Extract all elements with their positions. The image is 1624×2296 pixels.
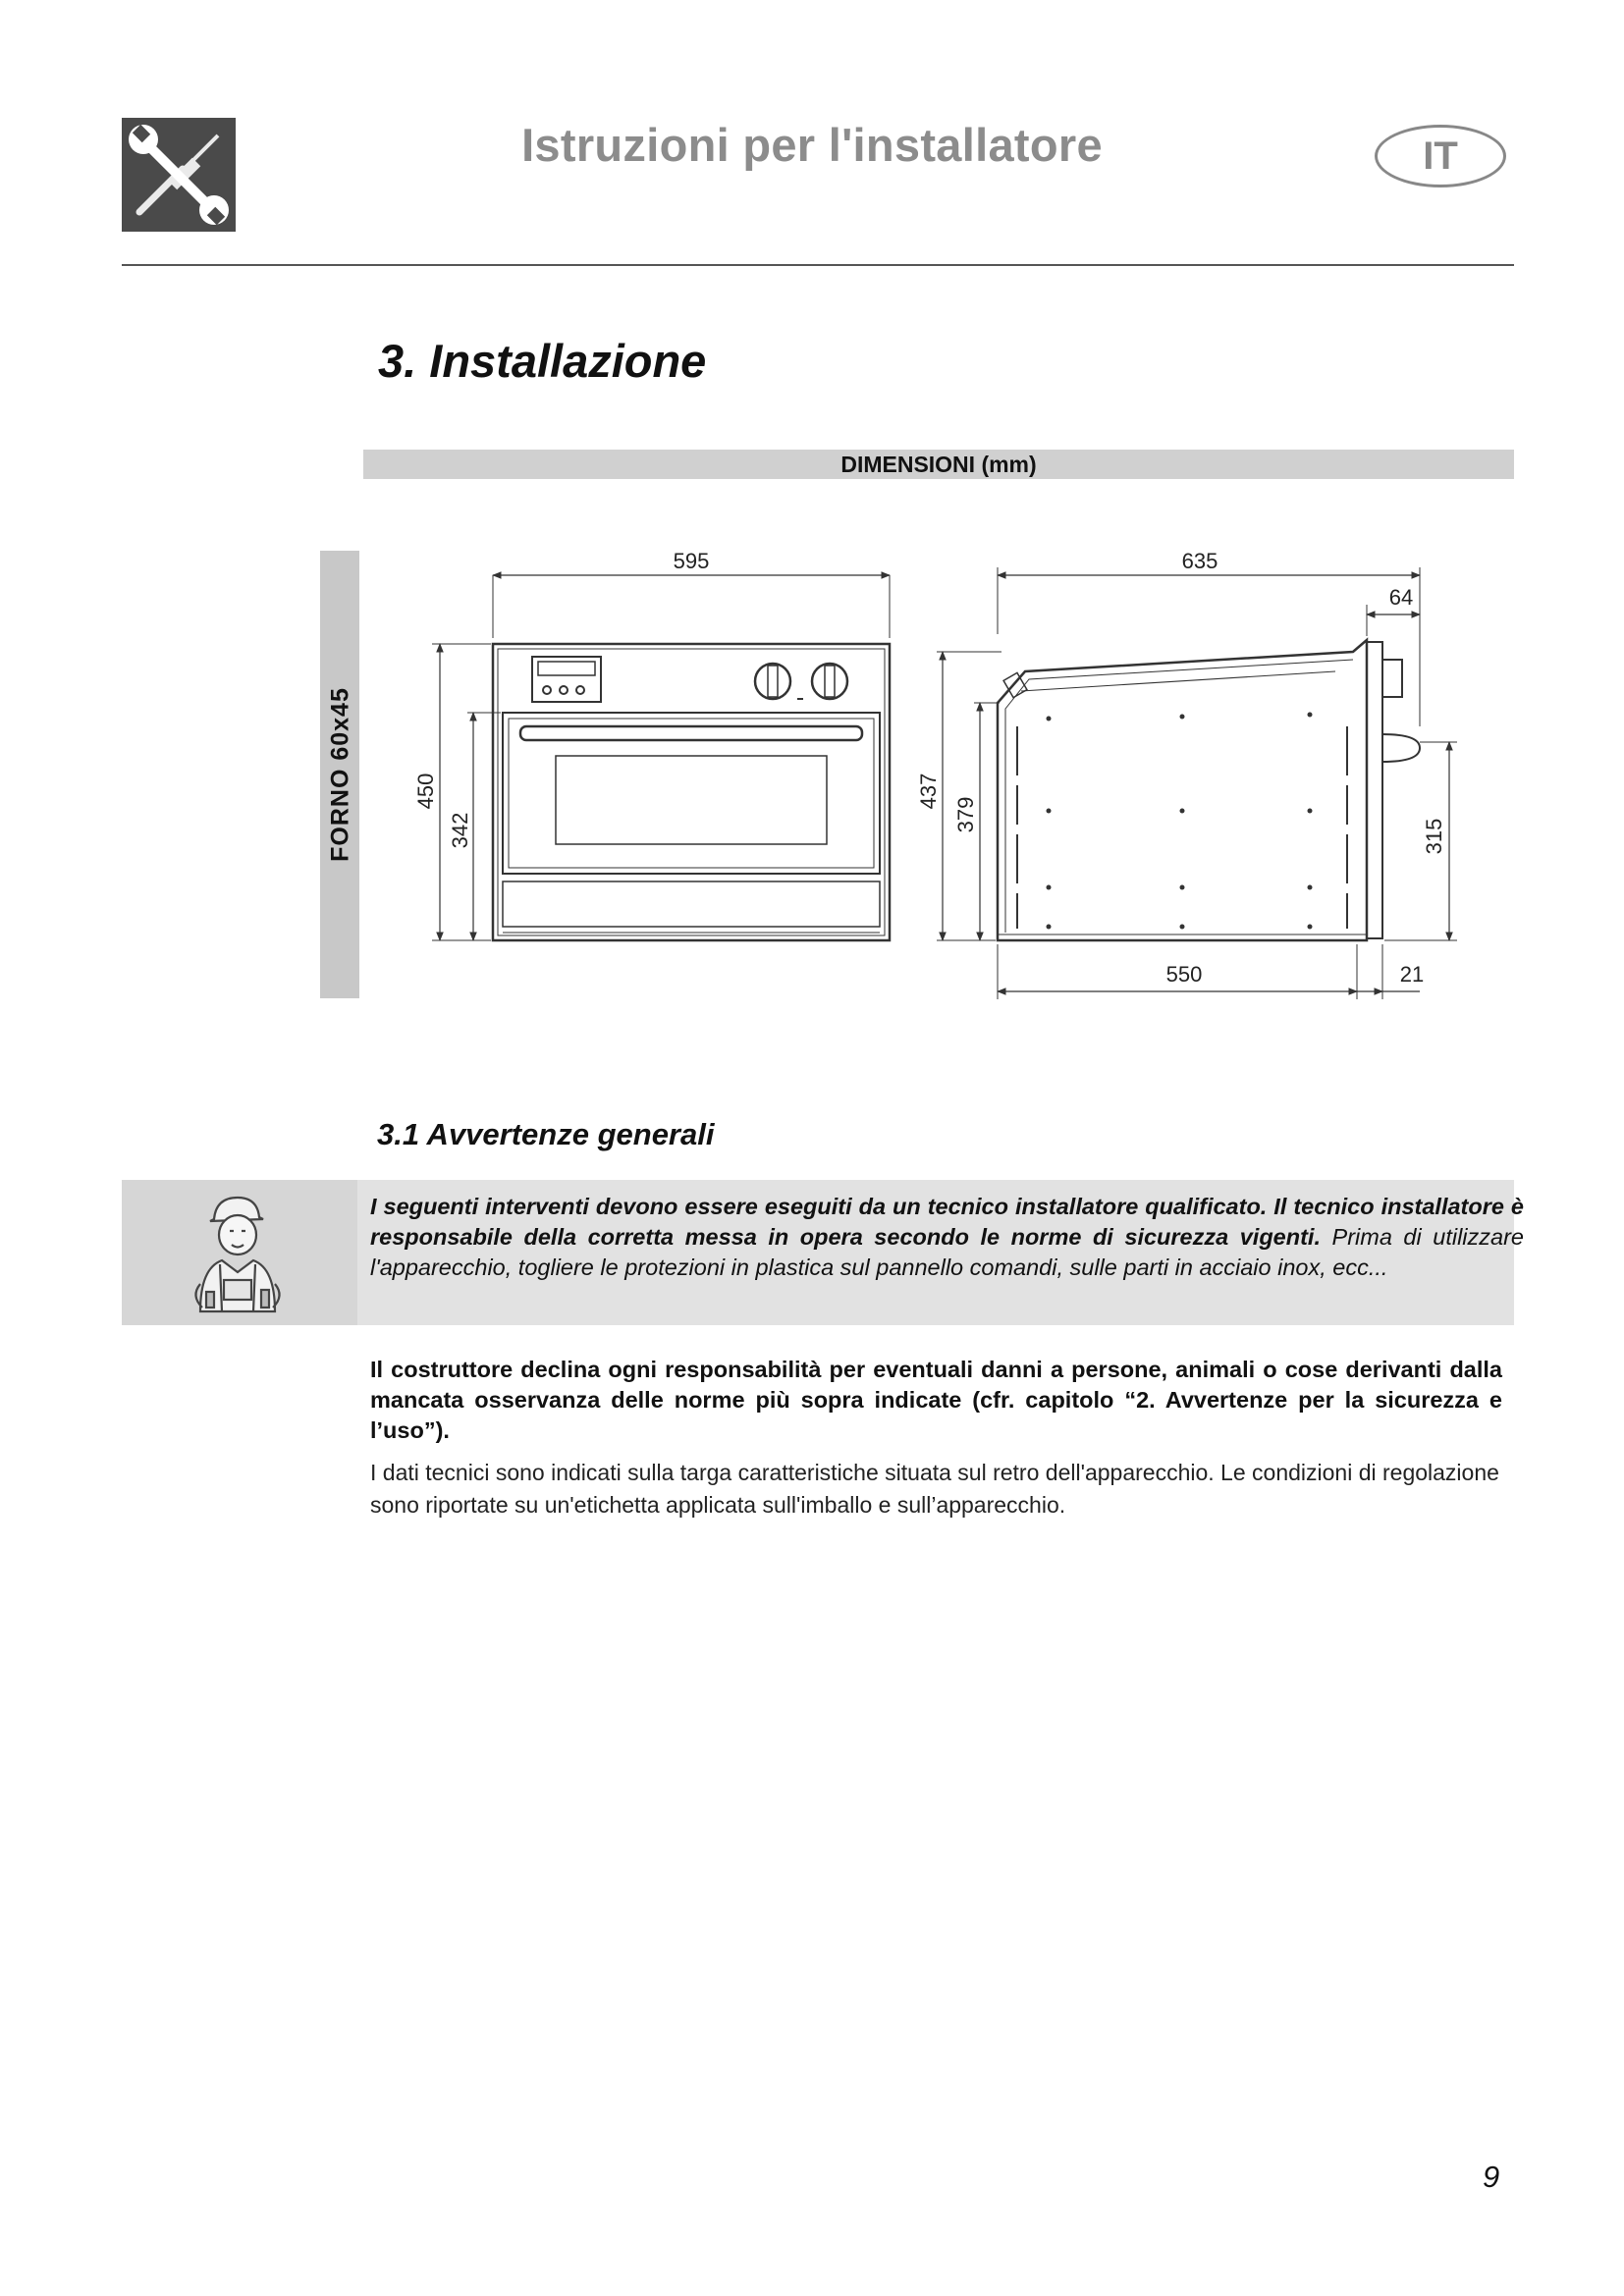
- dim-rear-offset: 64: [1388, 585, 1414, 610]
- dim-door-height: 342: [448, 812, 472, 849]
- subsection-title: 3.1 Avvertenze generali: [377, 1117, 715, 1151]
- language-badge: IT: [1375, 125, 1506, 187]
- dimension-drawing: [412, 530, 1473, 1026]
- dim-front-height: 450: [413, 773, 438, 810]
- technician-icon: [167, 1186, 304, 1324]
- disclaimer-paragraph: Il costruttore declina ogni responsabilità per eventuali danni a persone, animali o cose derivanti dalla mancata osservanza delle norme più sopra indicate (cfr. capitolo “2. Avvertenze per la sicurezza e l’uso”).: [370, 1357, 1502, 1443]
- header-divider: [122, 264, 1514, 266]
- dim-front-thickness: 21: [1399, 962, 1425, 987]
- front-view: [493, 644, 890, 940]
- side-view: [998, 640, 1420, 940]
- technical-info-paragraph: I dati tecnici sono indicati sulla targa caratteristiche situata sul retro dell'apparecchio. Le condizioni di regolazione sono riportate su un'etichetta applicata sull'imballo e sull’apparecchio.: [370, 1460, 1499, 1518]
- page-header-title: Istruzioni per l'installatore: [521, 119, 1103, 171]
- warning-text: [370, 1192, 1524, 1283]
- dim-side-depth: 635: [1181, 549, 1218, 573]
- warning-normal-text: Prima di utilizzare l'apparecchio, togliere le protezioni in plastica sul pannello comandi, sulle parti in acciaio inox, ecc...: [370, 1224, 1524, 1280]
- dim-side-height: 437: [916, 773, 941, 810]
- section-title: 3. Installazione: [378, 335, 707, 387]
- warning-bold-text: I seguenti interventi devono essere eseguiti da un tecnico installatore qualificato. Il tecnico installatore è responsabile della corretta messa in opera secondo le norme di sicurezza vigenti.: [370, 1194, 1524, 1250]
- dim-inner-height: 379: [953, 796, 978, 833]
- oven-model-label: FORNO 60x45: [326, 687, 354, 862]
- dimensions-bar: DIMENSIONI (mm): [363, 450, 1514, 479]
- page-number: 9: [1483, 2160, 1500, 2194]
- dim-front-width: 595: [673, 549, 710, 573]
- dim-body-depth: 550: [1165, 962, 1203, 987]
- dim-back-height: 315: [1422, 818, 1446, 855]
